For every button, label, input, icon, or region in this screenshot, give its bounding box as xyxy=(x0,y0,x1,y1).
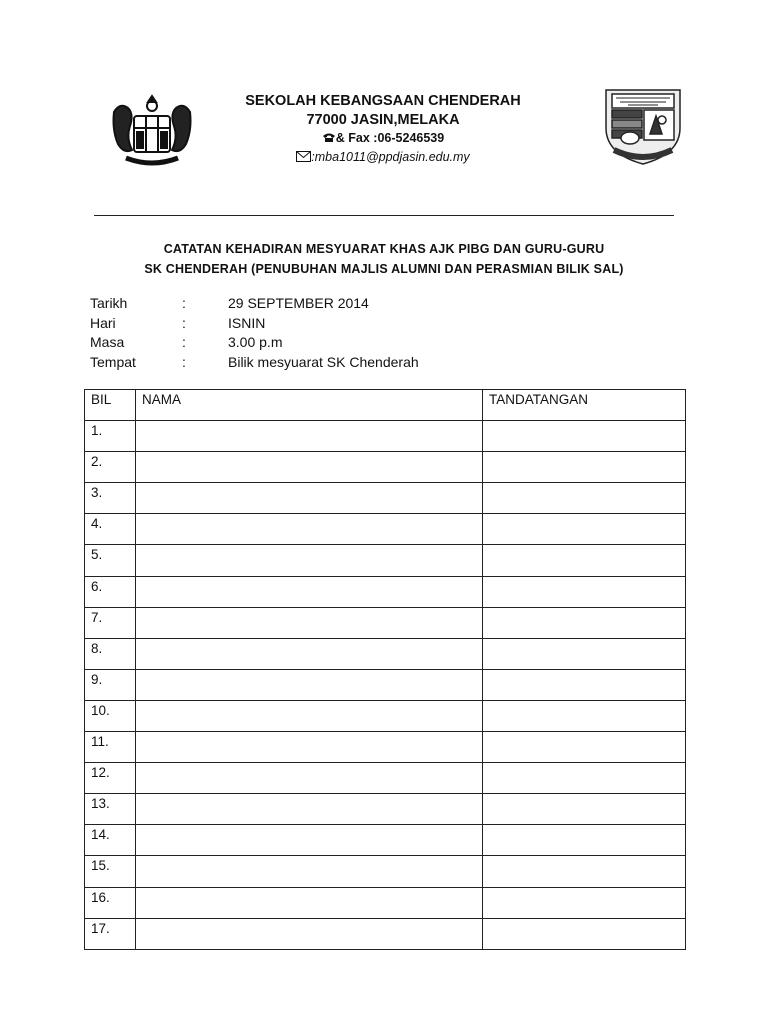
detail-value: 3.00 p.m xyxy=(228,334,283,350)
attendance-table xyxy=(84,389,686,950)
signature-cell[interactable] xyxy=(483,576,686,607)
detail-row-masa xyxy=(90,333,419,353)
name-cell[interactable] xyxy=(136,794,483,825)
table-row xyxy=(85,700,686,731)
detail-label: Tarikh xyxy=(90,295,128,311)
header-nama: NAMA xyxy=(136,390,483,421)
coat-of-arms-logo xyxy=(104,92,200,174)
row-number: 2. xyxy=(85,452,136,483)
table-row xyxy=(85,918,686,949)
document-title xyxy=(84,239,684,279)
row-number: 10. xyxy=(85,700,136,731)
signature-cell[interactable] xyxy=(483,452,686,483)
school-header xyxy=(200,92,566,166)
name-cell[interactable] xyxy=(136,576,483,607)
detail-colon: : xyxy=(182,334,186,350)
name-cell[interactable] xyxy=(136,856,483,887)
name-cell[interactable] xyxy=(136,638,483,669)
row-number: 11. xyxy=(85,732,136,763)
table-row xyxy=(85,514,686,545)
detail-colon: : xyxy=(182,353,186,370)
school-email: :mba1011@ppdjasin.edu.my xyxy=(200,148,566,166)
school-name: SEKOLAH KEBANGSAAN CHENDERAH xyxy=(245,93,521,109)
signature-cell[interactable] xyxy=(483,856,686,887)
name-cell[interactable] xyxy=(136,700,483,731)
name-cell[interactable] xyxy=(136,918,483,949)
signature-cell[interactable] xyxy=(483,700,686,731)
name-cell[interactable] xyxy=(136,607,483,638)
detail-label: Masa xyxy=(90,334,125,350)
school-address: 77000 JASIN,MELAKA xyxy=(306,112,460,128)
table-row xyxy=(85,452,686,483)
table-row xyxy=(85,887,686,918)
name-cell[interactable] xyxy=(136,887,483,918)
table-row xyxy=(85,638,686,669)
table-row xyxy=(85,856,686,887)
table-row xyxy=(85,607,686,638)
name-cell[interactable] xyxy=(136,825,483,856)
row-number: 9. xyxy=(85,669,136,700)
detail-colon: : xyxy=(182,314,186,331)
name-cell[interactable] xyxy=(136,452,483,483)
table-row xyxy=(85,732,686,763)
detail-row-tarikh xyxy=(90,294,419,314)
row-number: 14. xyxy=(85,825,136,856)
phone-icon xyxy=(322,132,336,143)
detail-row-tempat xyxy=(90,353,419,373)
detail-label: Tempat xyxy=(90,353,136,370)
signature-cell[interactable] xyxy=(483,825,686,856)
row-number: 15. xyxy=(85,856,136,887)
signature-cell[interactable] xyxy=(483,421,686,452)
row-number: 7. xyxy=(85,607,136,638)
table-row xyxy=(85,763,686,794)
envelope-icon xyxy=(296,151,311,162)
header-bil: BIL xyxy=(85,390,136,421)
table-row xyxy=(85,421,686,452)
row-number: 13. xyxy=(85,794,136,825)
signature-cell[interactable] xyxy=(483,669,686,700)
name-cell[interactable] xyxy=(136,763,483,794)
title-line-2: SK CHENDERAH (PENUBUHAN MAJLIS ALUMNI DAN PERASMIAN BILIK SAL) xyxy=(144,262,624,276)
row-number: 6. xyxy=(85,576,136,607)
signature-cell[interactable] xyxy=(483,887,686,918)
row-number: 1. xyxy=(85,421,136,452)
detail-value: Bilik mesyuarat SK Chenderah xyxy=(228,353,419,370)
attendance-rows xyxy=(85,421,686,950)
school-emblem-logo xyxy=(600,86,686,168)
table-header-row xyxy=(85,390,686,421)
detail-row-hari xyxy=(90,314,419,334)
name-cell[interactable] xyxy=(136,669,483,700)
name-cell[interactable] xyxy=(136,732,483,763)
name-cell[interactable] xyxy=(136,545,483,576)
detail-colon: : xyxy=(182,295,186,311)
table-row xyxy=(85,576,686,607)
row-number: 17. xyxy=(85,918,136,949)
table-row xyxy=(85,669,686,700)
signature-cell[interactable] xyxy=(483,918,686,949)
meeting-details xyxy=(90,294,419,372)
table-row xyxy=(85,483,686,514)
name-cell[interactable] xyxy=(136,514,483,545)
name-cell[interactable] xyxy=(136,421,483,452)
signature-cell[interactable] xyxy=(483,638,686,669)
signature-cell[interactable] xyxy=(483,545,686,576)
table-row xyxy=(85,825,686,856)
table-row xyxy=(85,794,686,825)
name-cell[interactable] xyxy=(136,483,483,514)
signature-cell[interactable] xyxy=(483,732,686,763)
signature-cell[interactable] xyxy=(483,607,686,638)
header-tandatangan: TANDATANGAN xyxy=(483,390,686,421)
header-divider xyxy=(94,215,674,216)
row-number: 16. xyxy=(85,887,136,918)
school-phone: & Fax :06-5246539 xyxy=(200,130,566,146)
row-number: 8. xyxy=(85,638,136,669)
detail-value: 29 SEPTEMBER 2014 xyxy=(228,295,369,311)
row-number: 12. xyxy=(85,763,136,794)
title-line-1: CATATAN KEHADIRAN MESYUARAT KHAS AJK PIBG DAN GURU-GURU xyxy=(163,242,605,256)
row-number: 3. xyxy=(85,483,136,514)
table-row xyxy=(85,545,686,576)
signature-cell[interactable] xyxy=(483,763,686,794)
detail-label: Hari xyxy=(90,314,116,331)
signature-cell[interactable] xyxy=(483,514,686,545)
detail-value: ISNIN xyxy=(228,314,266,331)
signature-cell[interactable] xyxy=(483,483,686,514)
signature-cell[interactable] xyxy=(483,794,686,825)
row-number: 5. xyxy=(85,545,136,576)
row-number: 4. xyxy=(85,514,136,545)
